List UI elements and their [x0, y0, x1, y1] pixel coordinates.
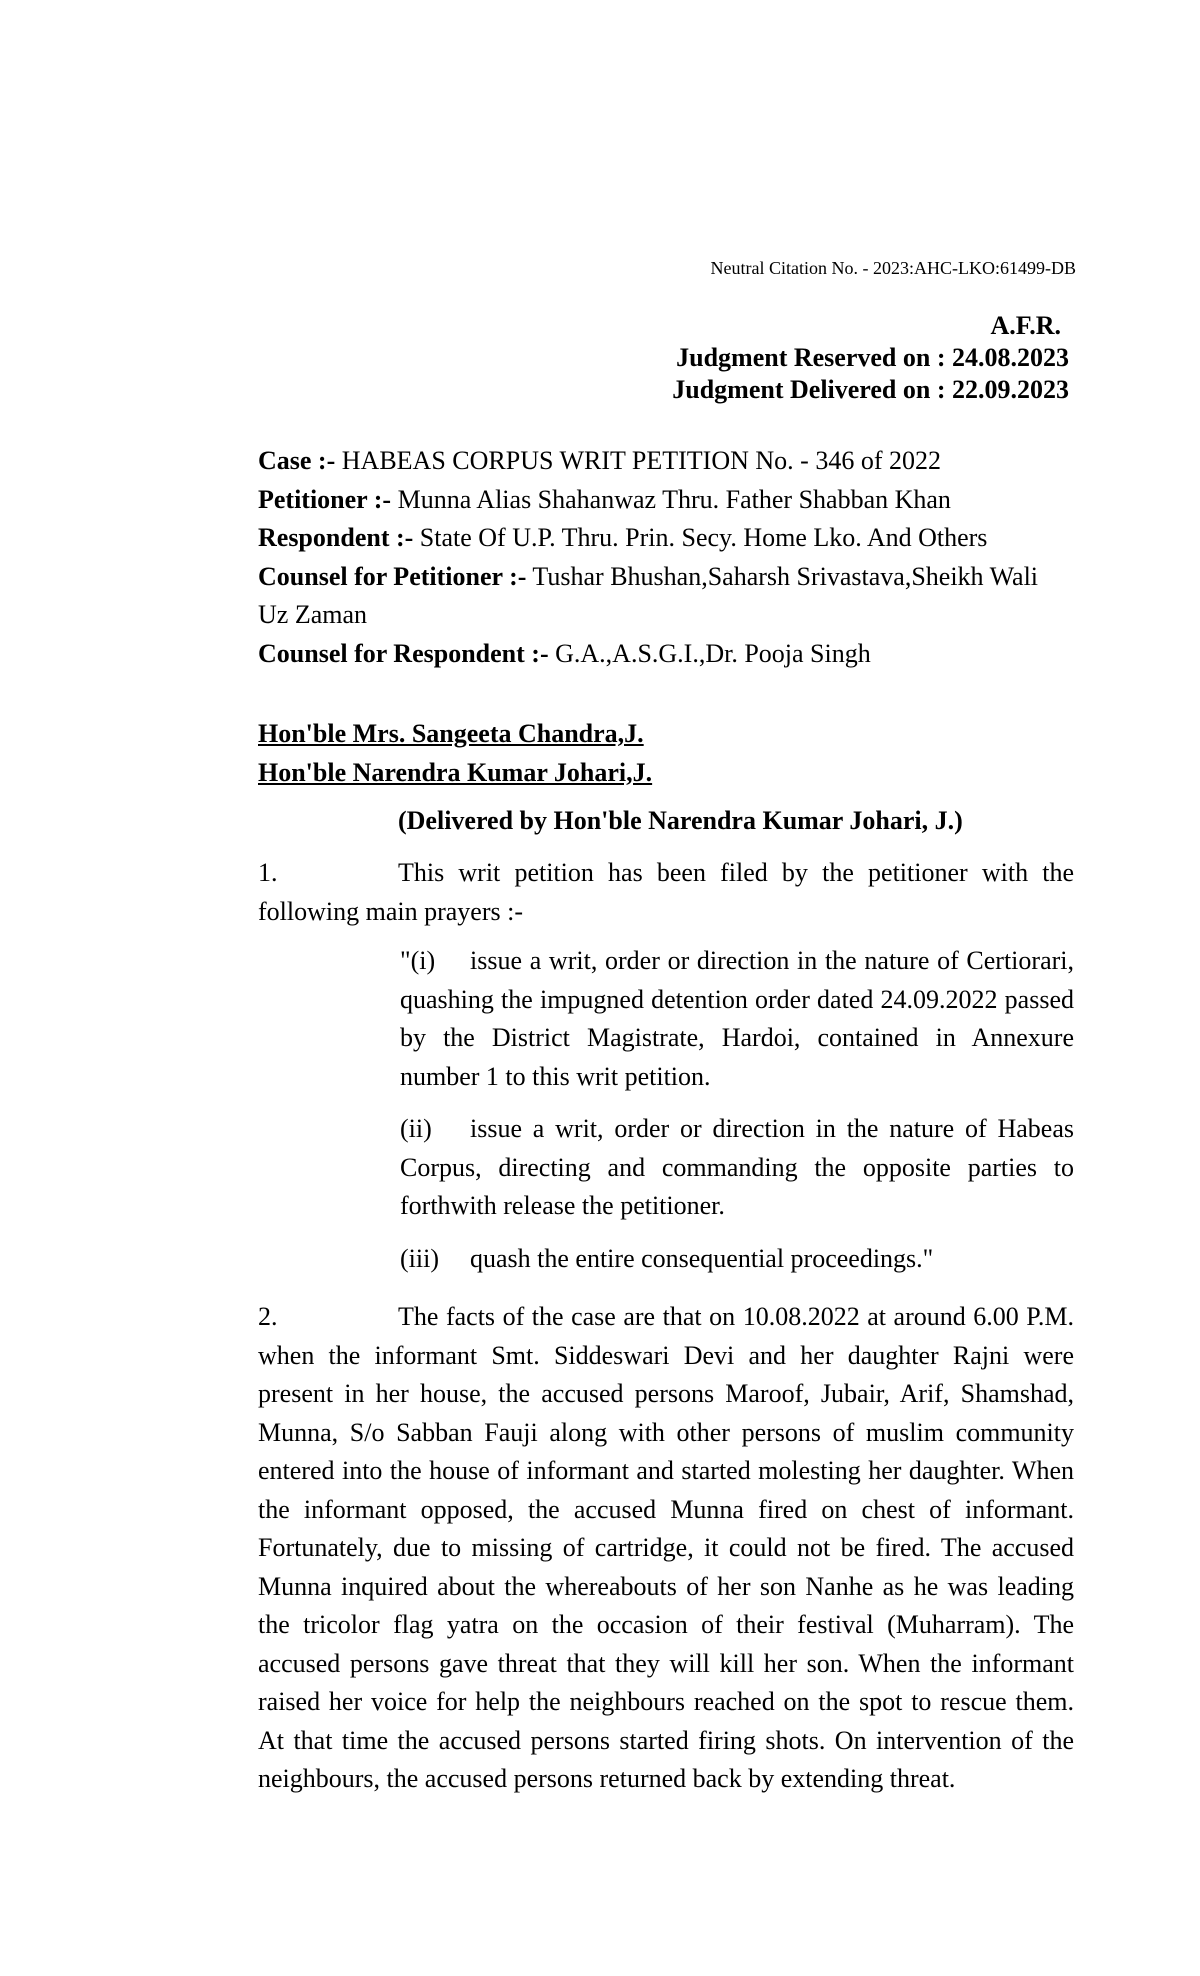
bench-judges	[258, 715, 1074, 792]
judgment-reserved-date: Judgment Reserved on : 24.08.2023	[676, 343, 1069, 372]
respondent-value: State Of U.P. Thru. Prin. Secy. Home Lko. And Others	[413, 523, 988, 552]
case-line	[258, 442, 1074, 481]
prayer-item	[400, 942, 1074, 1096]
prayer-text: quash the entire consequential proceedings."	[470, 1243, 934, 1273]
counsel-petitioner-label: Counsel for Petitioner :-	[258, 561, 527, 591]
respondent-line	[258, 519, 1074, 558]
judgment-delivered-date: Judgment Delivered on : 22.09.2023	[672, 375, 1069, 404]
prayer-number: "(i)	[400, 946, 436, 975]
counsel-petitioner-value: Tushar Bhushan,Saharsh Srivastava,Sheikh Wali Uz Zaman	[258, 561, 1039, 629]
prayer-text: issue a writ, order or direction in the nature of Habeas Corpus, directing and commanding the opposite parties to forthwith release the petitioner.	[400, 1114, 1074, 1220]
paragraph-number: 1.	[258, 858, 278, 887]
delivered-by: (Delivered by Hon'ble Narendra Kumar Johari, J.)	[398, 806, 963, 835]
case-label: Case :-	[258, 446, 336, 475]
counsel-petitioner-line	[258, 558, 1074, 635]
judge-name: Hon'ble Mrs. Sangeeta Chandra,J.	[258, 719, 644, 748]
petitioner-label: Petitioner :-	[258, 484, 392, 514]
prayer-item	[400, 1240, 1074, 1279]
counsel-respondent-line	[258, 635, 1074, 674]
neutral-citation: Neutral Citation No. - 2023:AHC-LKO:61499-DB	[710, 258, 1076, 278]
prayer-text: issue a writ, order or direction in the nature of Certiorari, quashing the impugned detention order dated 24.09.2022 passed by the District Magistrate, Hardoi, contained in Annexure number 1 to this writ petition.	[400, 946, 1074, 1091]
petitioner-line	[258, 481, 1074, 520]
prayer-number: (iii)	[400, 1243, 439, 1273]
paragraph-text: This writ petition has been filed by the petitioner with the following main prayers :-	[258, 858, 1074, 926]
prayer-number: (ii)	[400, 1114, 432, 1143]
paragraph-text: The facts of the case are that on 10.08.2022 at around 6.00 P.M. when the informant Smt. Siddeswari Devi and her daughter Rajni were present in her house, the accused persons Maroof, Jubair, Arif, Shamshad, Munna, S/o Sabban Fauji along with other persons of muslim community entered into the house of informant and started molesting her daughter. When the informant opposed, the accused Munna fired on chest of informant. Fortunately, due to missing of cartridge, it could not be fired. The accused Munna inquired about the whereabouts of her son Nanhe as he was leading the tricolor flag yatra on the occasion of their festival (Muharram). The accused persons gave threat that they will kill her son. When the informant raised her voice for help the neighbours reached on the spot to rescue them. At that time the accused persons started firing shots. On intervention of the neighbours, the accused persons returned back by extending threat.	[258, 1302, 1074, 1793]
paragraph-1	[258, 854, 1074, 931]
prayers-block	[400, 942, 1074, 1292]
petitioner-value: Munna Alias Shahanwaz Thru. Father Shabban Khan	[391, 484, 951, 514]
case-value: HABEAS CORPUS WRIT PETITION No. - 346 of 2022	[335, 446, 941, 475]
counsel-respondent-label: Counsel for Respondent :-	[258, 638, 549, 668]
prayer-item	[400, 1110, 1074, 1226]
judge-name: Hon'ble Narendra Kumar Johari,J.	[258, 757, 653, 787]
counsel-respondent-value: G.A.,A.S.G.I.,Dr. Pooja Singh	[548, 638, 871, 668]
afr-marker: A.F.R.	[990, 311, 1061, 340]
case-metadata	[258, 442, 1074, 673]
paragraph-number: 2.	[258, 1302, 278, 1331]
respondent-label: Respondent :-	[258, 523, 414, 552]
paragraph-2	[258, 1298, 1074, 1799]
